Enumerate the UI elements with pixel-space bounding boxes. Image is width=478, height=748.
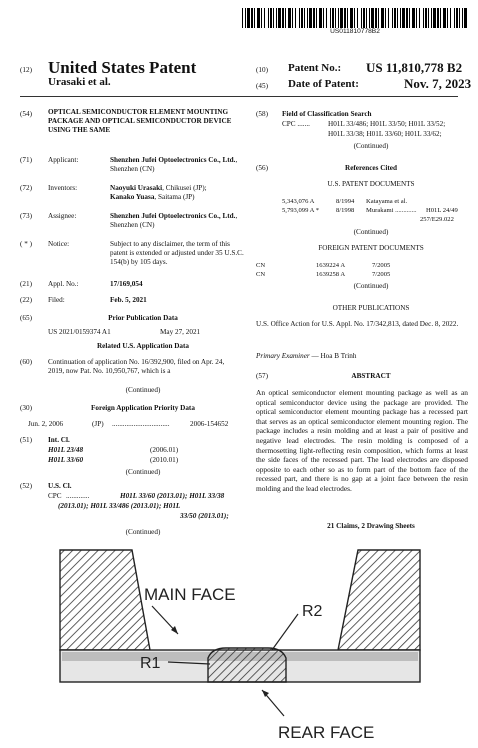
barcode-bar <box>369 8 370 28</box>
related-heading: Related U.S. Application Data <box>96 342 190 350</box>
field-search-line-1: H01L 33/486; H01L 33/50; H01L 33/52; <box>328 120 446 128</box>
us-doc-2-num: 5,793,099 A * <box>282 207 320 214</box>
continued-4: (Continued) <box>353 142 389 150</box>
claims-summary: 21 Claims, 2 Drawing Sheets <box>327 522 415 530</box>
abstract-heading: ABSTRACT <box>351 372 391 380</box>
abstract-text: An optical semiconductor element mounting package as well as an optical semiconductor device using the package are provided. The optical semiconductor element mounting package has a recessed part that serves as an optical semiconductor element mounting region. The package includes a resin molding and at least a pair of positive and negative lead electrodes. The resin molding is composed of a thermosetting light-reflecting resin composition, which forms at least the side faces of the recessed part. The lead electrodes are disposed opposite to each other so as to form part of the bottom face of the recessed part, and there is no gap at a joint face between the resin molding and the lead electrodes. <box>256 388 468 493</box>
barcode-bar <box>366 8 367 28</box>
barcode-bar <box>412 8 415 28</box>
invention-title: OPTICAL SEMICONDUCTOR ELEMENT MOUNTING PACKAGE AND OPTICAL SEMICONDUCTOR DEVICE USING THE SAME <box>48 108 232 135</box>
barcode-bar <box>428 8 429 28</box>
r2-leader <box>272 614 298 650</box>
barcode-bar <box>264 8 265 28</box>
int-cl-version-2: (2010.01) <box>150 456 179 464</box>
barcode-bar <box>443 8 446 28</box>
foreign-doc-2-num: 1639258 A <box>316 271 346 278</box>
f60-code: (60) <box>20 358 32 366</box>
applicant-label: Applicant: <box>48 156 79 164</box>
barcode-bar <box>332 8 334 28</box>
foreign-docs-heading: FOREIGN PATENT DOCUMENTS <box>318 244 424 252</box>
barcode-bar <box>361 8 362 28</box>
rear-face-label: REAR FACE <box>278 723 375 742</box>
barcode-bar <box>304 8 305 28</box>
barcode-bar <box>437 8 439 28</box>
barcode-bar <box>354 8 355 28</box>
f71-code: (71) <box>20 156 32 164</box>
barcode-bar <box>462 8 463 28</box>
applicant-value: Shenzhen Jufei Optoelectronics Co., Ltd., Shenzhen (CN) <box>110 156 238 174</box>
f22-code: (22) <box>20 296 32 304</box>
us-cl-cpc: CPC <box>48 492 62 500</box>
barcode-bar <box>254 8 255 28</box>
assignee-value: Shenzhen Jufei Optoelectronics Co., Ltd., Shenzhen (CN) <box>110 212 238 230</box>
barcode-bar <box>338 8 339 28</box>
barcode-bar <box>292 8 293 28</box>
code-45: (45) <box>256 82 268 90</box>
priority-number: 2006-154652 <box>190 420 229 428</box>
foreign-doc-2-date: 7/2005 <box>372 271 391 278</box>
barcode-bar <box>242 8 243 28</box>
f51-code: (51) <box>20 436 32 444</box>
prior-pub-heading: Prior Publication Data <box>108 314 178 322</box>
f73-code: (73) <box>20 212 32 220</box>
int-cl-class-2: H01L 33/60 <box>48 456 84 464</box>
us-docs-heading: U.S. PATENT DOCUMENTS <box>327 180 415 188</box>
patent-title: United States Patent <box>48 58 197 77</box>
continued-6: (Continued) <box>353 282 389 290</box>
barcode-bar <box>282 8 284 28</box>
barcode-bar <box>335 8 336 28</box>
barcode-bar <box>409 8 410 28</box>
notice-code: ( * ) <box>20 240 32 248</box>
foreign-doc-1-num: 1639224 A <box>316 262 346 269</box>
continued-5: (Continued) <box>353 228 389 236</box>
code-10: (10) <box>256 66 268 74</box>
barcode-bar <box>285 8 286 28</box>
priority-dots: ................................ <box>112 420 170 428</box>
barcode-bar <box>288 8 291 28</box>
barcode-bar <box>371 8 374 28</box>
header-rule <box>20 96 458 97</box>
field-search-cpc: CPC ....... <box>282 120 310 128</box>
us-cl-label: U.S. Cl. <box>48 482 72 490</box>
barcode-bar <box>433 8 436 28</box>
int-cl-label: Int. Cl. <box>48 436 70 444</box>
other-pub-text: U.S. Office Action for U.S. Appl. No. 17/342,813, dated Dec. 8, 2022. <box>256 320 459 328</box>
us-cl-line-3: 33/50 (2013.01); <box>180 512 229 520</box>
barcode-bar <box>347 8 348 28</box>
notice-text: Subject to any disclaimer, the term of this patent is extended or adjusted under 35 U.S.C. 154(b) by 105 days. <box>110 240 244 267</box>
foreign-doc-1-country: CN <box>256 262 266 269</box>
barcode-bar <box>276 8 277 28</box>
barcode-bar <box>316 8 317 28</box>
us-doc-1-who: Katayama et al. <box>366 198 408 205</box>
continued-1: (Continued) <box>125 386 161 394</box>
int-cl-class-1: H01L 23/48 <box>48 446 84 454</box>
f21-code: (21) <box>20 280 32 288</box>
f56-code: (56) <box>256 164 268 172</box>
barcode-bar <box>319 8 322 28</box>
barcode-bar <box>375 8 377 28</box>
barcode-bar <box>295 8 296 28</box>
barcode-bar <box>257 8 260 28</box>
right-resin-wall <box>338 550 420 650</box>
main-face-label: MAIN FACE <box>144 585 236 604</box>
barcode-bar <box>402 8 405 28</box>
barcode-bar <box>326 8 327 28</box>
f58-code: (58) <box>256 110 268 118</box>
notice-label: Notice: <box>48 240 70 248</box>
barcode-bar <box>388 8 389 28</box>
us-doc-2-cls-2: 257/E29.022 <box>420 216 454 223</box>
priority-date: Jun. 2, 2006 <box>28 420 64 428</box>
barcode-number: US011810778B2 <box>330 28 380 35</box>
us-cl-line-1: H01L 33/60 (2013.01); H01L 33/38 <box>120 492 225 500</box>
barcode-bar <box>450 8 451 28</box>
code-12: (12) <box>20 66 32 74</box>
continued-3: (Continued) <box>125 528 161 536</box>
references-heading: References Cited <box>345 164 397 172</box>
patent-no-label: Patent No.: <box>288 62 342 74</box>
barcode-bar <box>261 8 262 28</box>
barcode-bar <box>431 8 432 28</box>
barcode-bar <box>423 8 424 28</box>
barcode-bar <box>397 8 398 28</box>
priority-country: (JP) <box>92 420 104 428</box>
inventors-value: Naoyuki Urasaki, Chikusei (JP); Kanako Yuasa, Saitama (JP) <box>110 184 207 202</box>
foreign-doc-2-country: CN <box>256 271 266 278</box>
f52-code: (52) <box>20 482 32 490</box>
us-doc-2-who: Murakami ............. <box>366 207 417 214</box>
other-pubs-heading: OTHER PUBLICATIONS <box>332 304 410 312</box>
us-doc-2-cls: H01L 24/49 <box>426 207 458 214</box>
appl-no-label: Appl. No.: <box>48 280 79 288</box>
barcode-bar <box>299 8 300 28</box>
barcode-bar <box>381 8 384 28</box>
prior-pub-number: US 2021/0159374 A1 <box>48 328 111 336</box>
foreign-doc-1-date: 7/2005 <box>372 262 391 269</box>
examiner: Primary Examiner — Hoa B Trinh <box>256 352 357 360</box>
barcode-bar <box>278 8 281 28</box>
barcode-bar <box>273 8 274 28</box>
barcode-bar <box>385 8 386 28</box>
barcode-bar <box>406 8 408 28</box>
barcode-bar <box>340 8 343 28</box>
date-label: Date of Patent: <box>288 78 359 90</box>
f72-code: (72) <box>20 184 32 192</box>
barcode-bar <box>307 8 308 28</box>
barcode-bar <box>247 8 250 28</box>
barcode-bar <box>440 8 441 28</box>
prior-pub-date: May 27, 2021 <box>160 328 201 336</box>
r2-label: R2 <box>302 603 323 620</box>
barcode <box>242 8 468 28</box>
patent-no: US 11,810,778 B2 <box>366 60 463 75</box>
barcode-bar <box>394 8 396 28</box>
f57-code: (57) <box>256 372 268 380</box>
f30-code: (30) <box>20 404 32 412</box>
f54-code: (54) <box>20 110 32 118</box>
barcode-bar <box>309 8 312 28</box>
patent-date: Nov. 7, 2023 <box>404 76 472 91</box>
barcode-bar <box>301 8 303 28</box>
barcode-bar <box>425 8 427 28</box>
barcode-bar <box>378 8 379 28</box>
barcode-bar <box>416 8 417 28</box>
barcode-bar <box>447 8 448 28</box>
continued-2: (Continued) <box>125 468 161 476</box>
filed-date: Feb. 5, 2021 <box>110 296 147 304</box>
barcode-bar <box>245 8 246 28</box>
barcode-bar <box>323 8 324 28</box>
r1-label: R1 <box>140 655 161 672</box>
barcode-bar <box>459 8 460 28</box>
barcode-bar <box>350 8 353 28</box>
barcode-bar <box>464 8 467 28</box>
barcode-bar <box>392 8 393 28</box>
barcode-bar <box>344 8 346 28</box>
us-doc-1-num: 5,343,076 A <box>282 198 315 205</box>
field-search-line-2: H01L 33/38; H01L 33/60; H01L 33/62; <box>328 130 442 138</box>
field-search-label: Field of Classification Search <box>282 110 372 118</box>
patent-figure <box>40 540 440 745</box>
barcode-bar <box>419 8 420 28</box>
foreign-priority-heading: Foreign Application Priority Data <box>91 404 195 412</box>
us-cl-dots: ............. <box>66 492 90 500</box>
barcode-bar <box>456 8 458 28</box>
us-doc-1-date: 8/1994 <box>336 198 355 205</box>
continuation-text: Continuation of application No. 16/392,900, filed on Apr. 24, 2019, now Pat. No. 10,950,767, which is a <box>48 358 225 376</box>
appl-no: 17/169,054 <box>110 280 143 288</box>
barcode-bar <box>363 8 365 28</box>
barcode-bar <box>251 8 253 28</box>
us-doc-2-date: 8/1998 <box>336 207 355 214</box>
filed-label: Filed: <box>48 296 65 304</box>
left-resin-wall <box>60 550 150 650</box>
int-cl-version-1: (2006.01) <box>150 446 179 454</box>
barcode-bar <box>400 8 401 28</box>
inventor-short: Urasaki et al. <box>48 76 111 88</box>
barcode-bar <box>454 8 455 28</box>
barcode-bar <box>313 8 315 28</box>
barcode-bar <box>268 8 269 28</box>
f65-code: (65) <box>20 314 32 322</box>
rear-face-arrowhead <box>262 690 269 697</box>
barcode-bar <box>270 8 272 28</box>
center-resin-fill <box>208 648 286 682</box>
assignee-label: Assignee: <box>48 212 77 220</box>
inventors-label: Inventors: <box>48 184 78 192</box>
us-cl-line-2: (2013.01); H01L 33/486 (2013.01); H01L <box>58 502 181 510</box>
barcode-bar <box>330 8 331 28</box>
barcode-bar <box>357 8 358 28</box>
